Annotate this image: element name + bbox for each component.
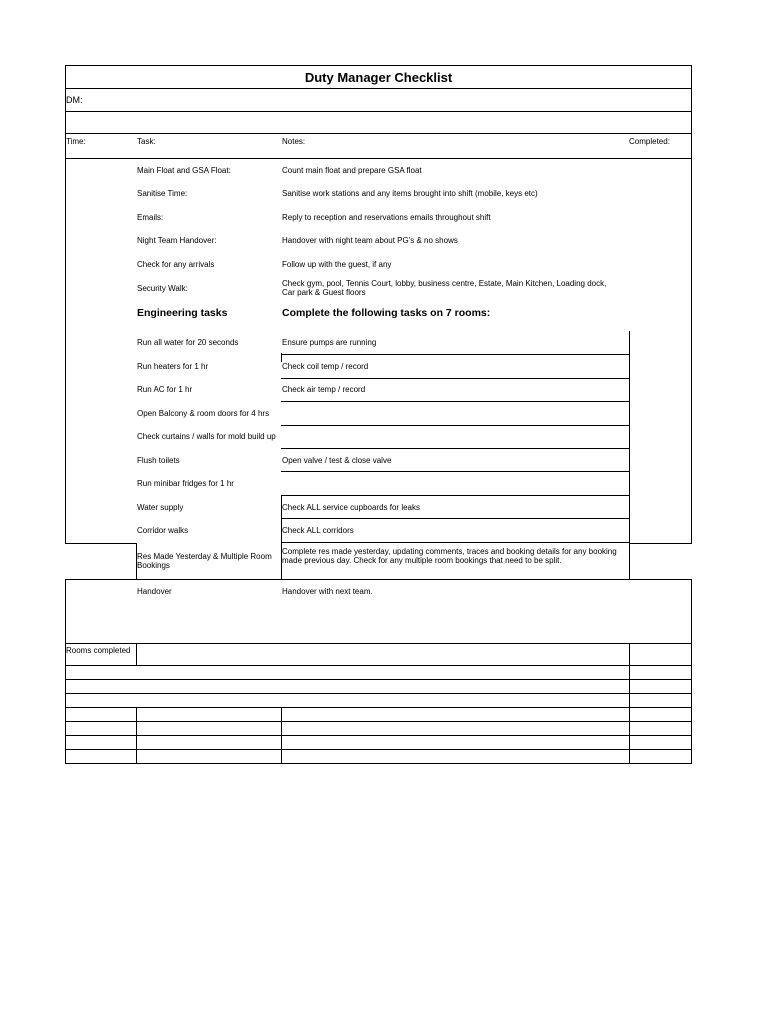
eng-task-note: Check air temp / record <box>282 385 366 394</box>
page-title: Duty Manager Checklist <box>304 70 453 85</box>
eng-task-label: Open Balcony & room doors for 4 hrs <box>137 409 270 418</box>
header-task: Task: <box>137 137 156 146</box>
task-note: Check gym, pool, Tennis Court, lobby, business centre, Estate, Main Kitchen, Loading dock, Car park & Guest floors <box>282 279 607 297</box>
eng-task-label: Run minibar fridges for 1 hr <box>137 479 234 488</box>
eng-task-label: Flush toilets <box>137 456 180 465</box>
eng-task-label: Run all water for 20 seconds <box>137 338 239 347</box>
dm-label: DM: <box>66 95 83 105</box>
task-label: Security Walk: <box>137 284 188 293</box>
task-label: Main Float and GSA Float: <box>137 166 231 175</box>
eng-task-note: Check coil temp / record <box>282 362 369 371</box>
eng-task-label: Check curtains / walls for mold build up <box>137 432 276 441</box>
task-note: Reply to reception and reservations emails throughout shift <box>282 213 491 222</box>
task-note: Handover with night team about PG's & no shows <box>282 236 458 245</box>
task-label: Emails: <box>137 213 164 222</box>
eng-task-label: Run AC for 1 hr <box>137 385 193 394</box>
task-note: Follow up with the guest, if any <box>282 260 392 269</box>
header-time: Time: <box>66 137 86 146</box>
eng-task-note: Check ALL corridors <box>282 526 354 535</box>
task-label: Sanitise Time: <box>137 189 188 198</box>
eng-task-note: Ensure pumps are running <box>282 338 377 347</box>
eng-task-note: Open valve / test & close valve <box>282 456 392 465</box>
res-task-label: Res Made Yesterday & Multiple Room Bookings <box>137 552 272 570</box>
engineering-heading: Engineering tasks <box>137 307 228 319</box>
eng-task-note: Check ALL service cupboards for leaks <box>282 503 420 512</box>
eng-task-label: Water supply <box>137 503 184 512</box>
handover-note: Handover with next team. <box>282 587 373 596</box>
header-notes: Notes: <box>282 137 306 146</box>
res-task-note: Complete res made yesterday, updating comments, traces and booking details for any booking made previous day. Check for any multiple room bookings that need to be split. <box>282 547 617 565</box>
task-label: Night Team Handover: <box>137 236 217 245</box>
eng-task-label: Run heaters for 1 hr <box>137 362 209 371</box>
rooms-completed-label: Rooms completed <box>66 646 131 655</box>
header-completed: Completed: <box>629 137 670 146</box>
eng-task-label: Corridor walks <box>137 526 189 535</box>
task-note: Sanitise work stations and any items brought into shift (mobile, keys etc) <box>282 189 538 198</box>
handover-label: Handover <box>137 587 172 596</box>
task-label: Check for any arrivals <box>137 260 215 269</box>
engineering-subheading: Complete the following tasks on 7 rooms: <box>282 307 491 319</box>
task-note: Count main float and prepare GSA float <box>282 166 422 175</box>
